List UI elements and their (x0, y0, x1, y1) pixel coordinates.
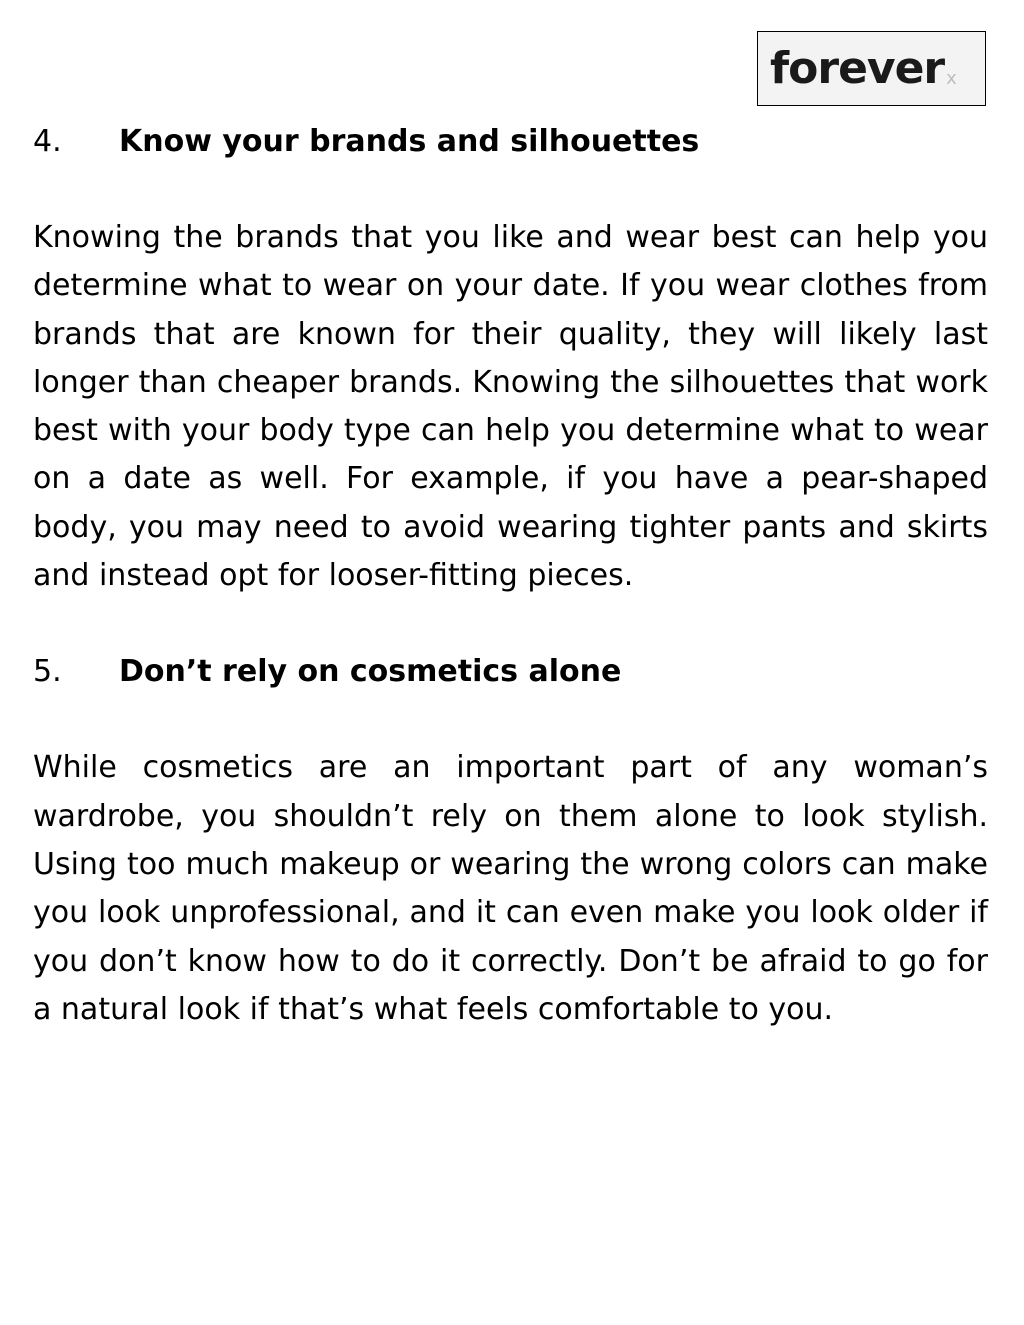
section-heading-4 (33, 118, 988, 166)
section-body-5: While cosmetics are an important part of any woman’s wardrobe, you shouldn’t rely on them alone to look stylish. Using too much makeup or wearing the wrong colors can make you look unprofessional, and it can even make you look older if you don’t know how to do it correctly. Don’t be afraid to go for a natural look if that’s what feels comfortable to you. (33, 750, 988, 1027)
section-number: 4. (33, 124, 62, 159)
section-heading-5 (33, 648, 988, 696)
section-title: Know your brands and silhouettes (119, 124, 700, 159)
brand-logo (757, 31, 986, 106)
logo-wordmark: forever (770, 42, 945, 94)
logo-x-mark: x (946, 68, 957, 89)
document-content (33, 118, 988, 1082)
section-body-4: Knowing the brands that you like and wear best can help you determine what to wear on your date. If you wear clothes from brands that are known for their quality, they will likely last longer than cheaper brands. Knowing the silhouettes that work best with your body type can help you determine what to wear on a date as well. For example, if you have a pear-shaped body, you may need to avoid wearing tighter pants and skirts and instead opt for looser-fitting pieces. (33, 220, 988, 594)
section-title: Don’t rely on cosmetics alone (119, 654, 622, 690)
section-number: 5. (33, 654, 62, 690)
